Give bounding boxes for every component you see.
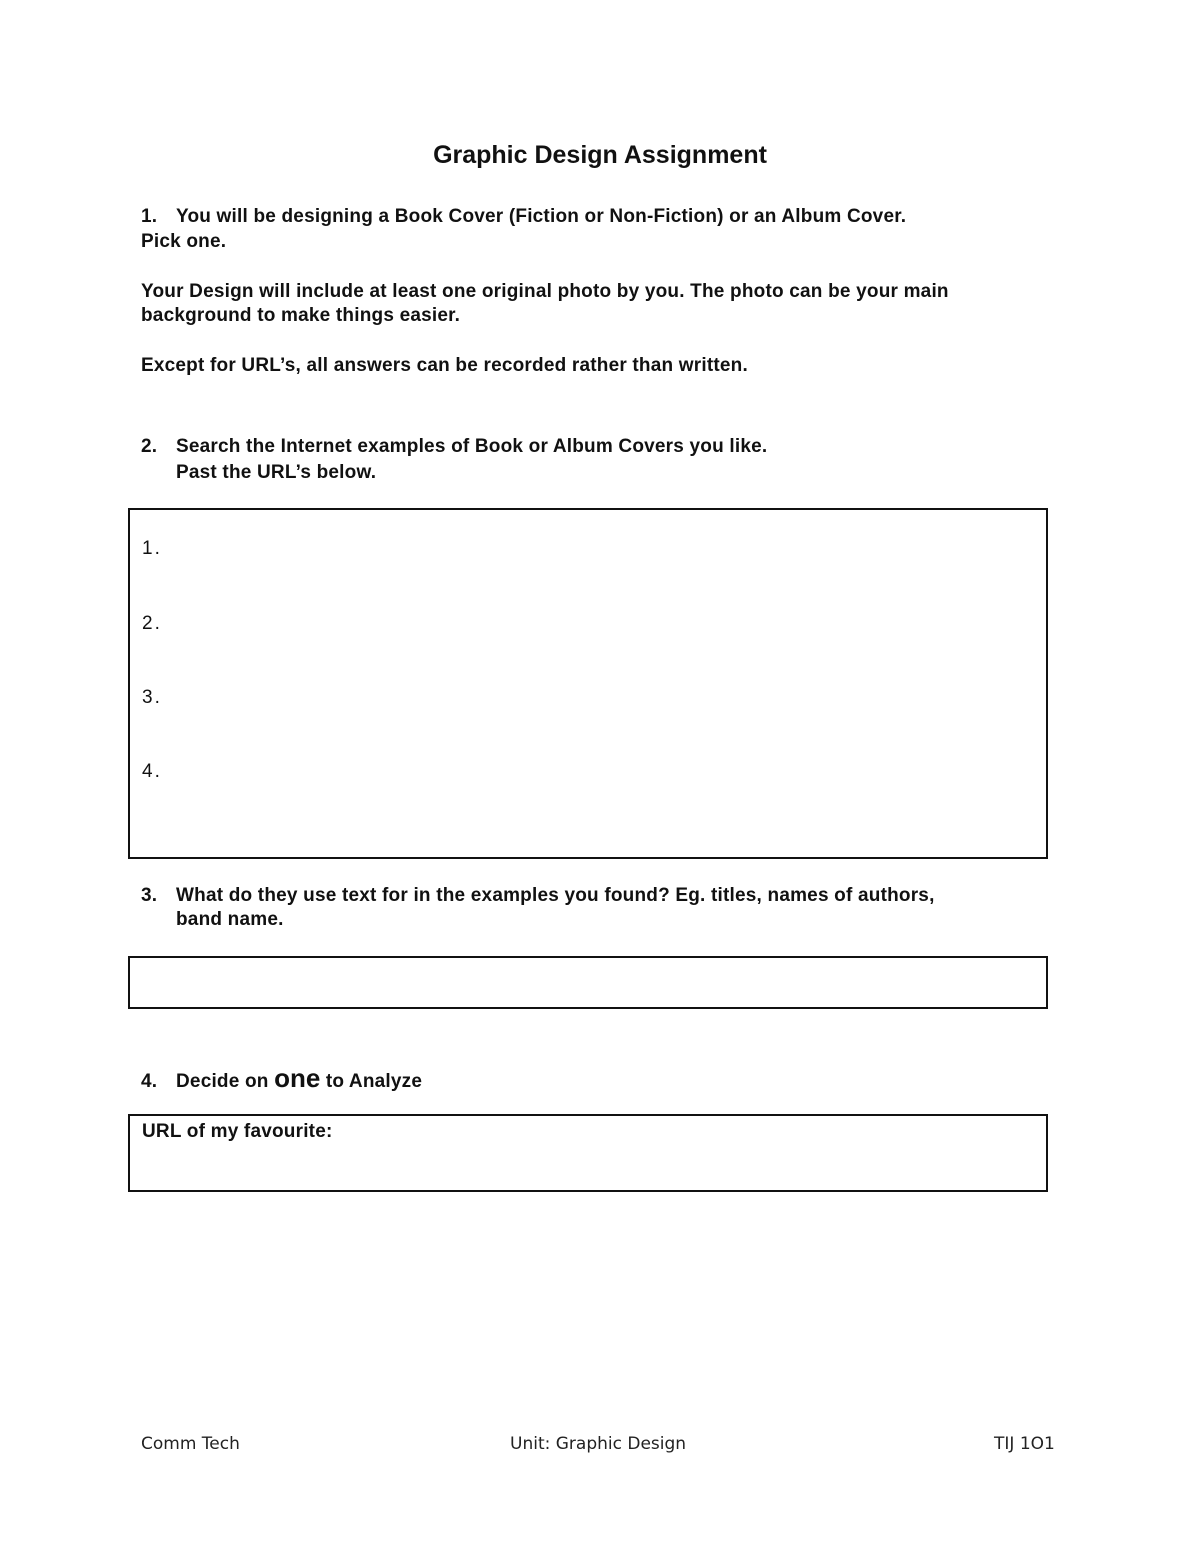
section-4-emphasis: one xyxy=(274,1063,321,1093)
url-slot-2: 2. xyxy=(142,613,162,634)
section-1-para-2-line-1: Your Design will include at least one original photo by you. The photo can be your main xyxy=(141,281,949,302)
section-4-number: 4. xyxy=(141,1071,158,1092)
url-slot-1: 1. xyxy=(142,538,162,559)
section-4-line xyxy=(141,1063,422,1097)
favourite-url-box[interactable] xyxy=(128,1114,1048,1192)
section-4-prefix: Decide on xyxy=(176,1071,269,1092)
url-list-box[interactable] xyxy=(128,508,1048,859)
section-2-number: 2. xyxy=(141,436,158,457)
section-1-line-2: Pick one. xyxy=(141,231,227,252)
section-2-text: Search the Internet examples of Book or Album Covers you like. xyxy=(176,436,768,457)
section-3-text: What do they use text for in the examples you found? Eg. titles, names of authors, xyxy=(176,885,935,906)
section-4-suffix: to Analyze xyxy=(325,1071,423,1092)
section-3-line-1 xyxy=(141,884,935,908)
footer-left: Comm Tech xyxy=(141,1434,240,1454)
section-3-number: 3. xyxy=(141,885,158,906)
section-1-line-1 xyxy=(141,205,906,229)
section-1-para-2-line-2: background to make things easier. xyxy=(141,305,461,326)
section-2-line-1 xyxy=(141,435,767,459)
url-slot-3: 3. xyxy=(142,687,162,708)
footer-right: TIJ 1O1 xyxy=(994,1434,1055,1454)
footer-center: Unit: Graphic Design xyxy=(510,1434,687,1454)
text-use-answer-box[interactable] xyxy=(128,956,1048,1009)
url-slot-4: 4. xyxy=(142,761,162,782)
page-title: Graphic Design Assignment xyxy=(433,141,767,169)
section-1-number: 1. xyxy=(141,206,158,227)
section-1-text: You will be designing a Book Cover (Fiction or Non-Fiction) or an Album Cover. xyxy=(176,206,907,227)
section-1-para-3: Except for URL’s, all answers can be recorded rather than written. xyxy=(141,355,748,376)
section-3-line-2: band name. xyxy=(176,909,284,930)
section-2-line-2: Past the URL’s below. xyxy=(176,462,377,483)
favourite-url-label: URL of my favourite: xyxy=(142,1121,333,1142)
